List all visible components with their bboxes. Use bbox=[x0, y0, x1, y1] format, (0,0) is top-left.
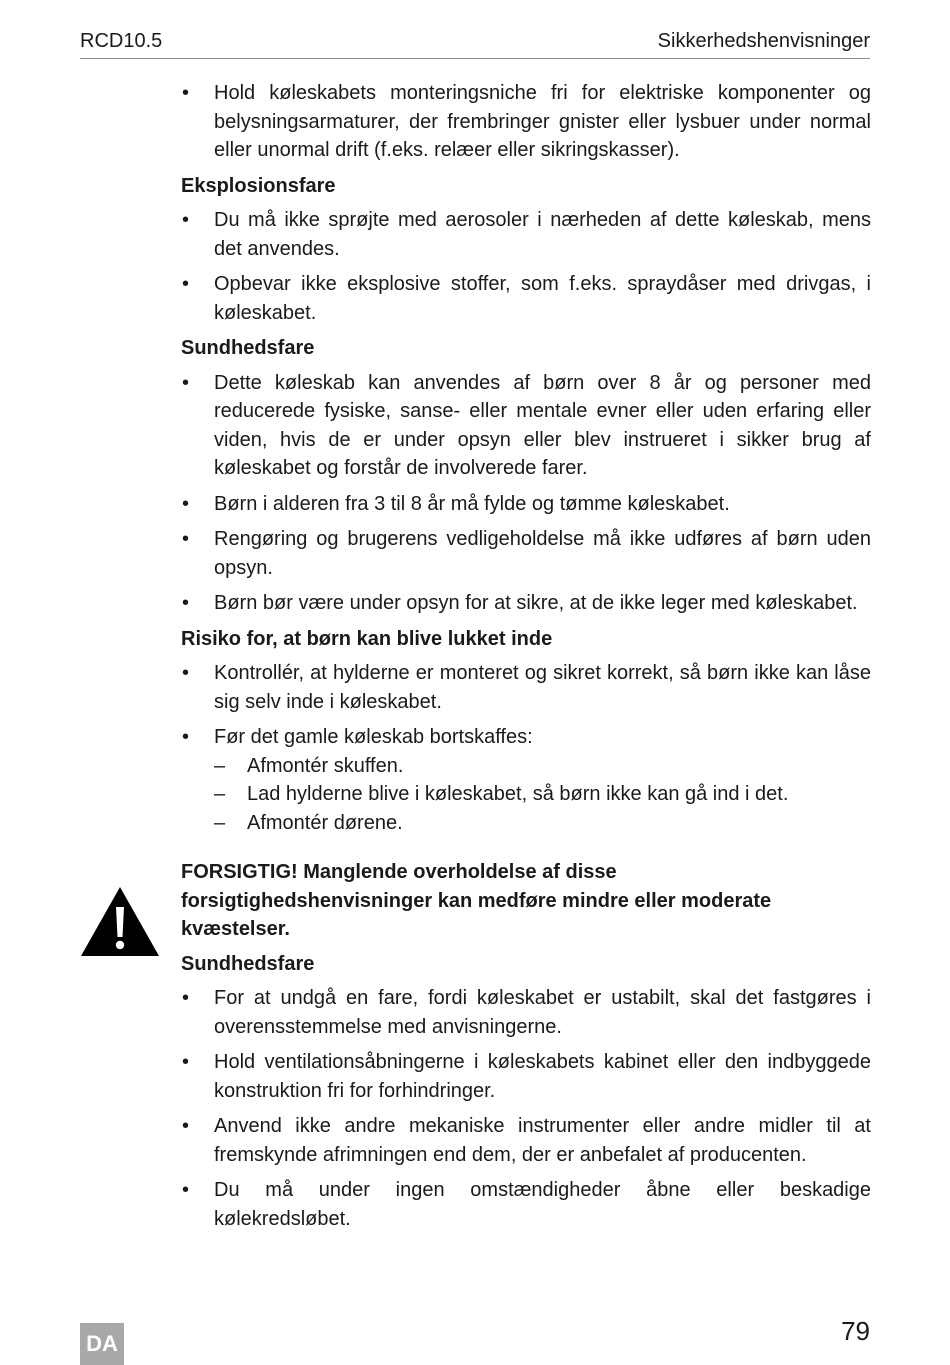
page-number: 79 bbox=[841, 1316, 870, 1346]
header-rule bbox=[80, 58, 870, 59]
section-heading: Eksplosionsfare bbox=[181, 174, 336, 197]
language-badge: DA bbox=[80, 1323, 124, 1365]
sub-list bbox=[181, 752, 871, 838]
list-item: • Du må ikke sprøjte med aerosoler i nærheden af dette køleskab, mens det anvendes. bbox=[181, 206, 871, 263]
list-item: • Før det gamle køleskab bortskaffes: bbox=[181, 723, 871, 752]
section-heading: Sundhedsfare bbox=[181, 952, 315, 975]
list-item: • Hold køleskabets monteringsniche fri for elektriske komponenter og belysningsarmaturer, der frembringer gnister eller lysbuer under normal eller unormal drift (f.eks. relæer eller sikringskasser). bbox=[181, 79, 871, 165]
list-item: • Børn i alderen fra 3 til 8 år må fylde og tømme køleskabet. bbox=[181, 490, 871, 519]
list-item: • Anvend ikke andre mekaniske instrumenter eller andre midler til at fremskynde afrimningen end dem, der er anbefalet af producenten. bbox=[181, 1112, 871, 1169]
header-model: RCD10.5 bbox=[80, 30, 163, 52]
caution-notice: FORSIGTIG! Manglende overholdelse af disse forsigtighedshenvisninger kan medføre mindre eller moderate kvæstelser. bbox=[181, 861, 772, 940]
header-section-title: Sikkerhedshenvisninger bbox=[657, 30, 870, 52]
section-heading: Sundhedsfare bbox=[181, 337, 315, 359]
list-item: • Børn bør være under opsyn for at sikre, at de ikke leger med køleskabet. bbox=[181, 589, 871, 618]
sub-list-item: – Afmontér dørene. bbox=[181, 809, 871, 838]
sub-list-item: – Afmontér skuffen. bbox=[181, 752, 871, 781]
list-item: • Dette køleskab kan anvendes af børn over 8 år og personer med reducerede fysiske, sanse- eller mentale evner eller uden erfaring eller viden, hvis de er under opsyn eller blev instrueret i sikker brug af køleskabet og forstår de involverede farer. bbox=[181, 369, 871, 483]
list-item: • Du må under ingen omstændigheder åbne eller beskadige kølekredsløbet. bbox=[181, 1176, 871, 1233]
warning-triangle-icon bbox=[79, 885, 161, 958]
page-content bbox=[181, 79, 871, 1240]
section-heading: Risiko for, at børn kan blive lukket inde bbox=[181, 627, 553, 650]
list-item: • Kontrollér, at hylderne er monteret og sikret korrekt, så børn ikke kan låse sig selv inde i køleskabet. bbox=[181, 659, 871, 716]
sub-list-item: – Lad hylderne blive i køleskabet, så børn ikke kan gå ind i det. bbox=[181, 780, 871, 809]
list-item: • Opbevar ikke eksplosive stoffer, som f.eks. spraydåser med drivgas, i køleskabet. bbox=[181, 270, 871, 327]
list-item: • For at undgå en fare, fordi køleskabet er ustabilt, skal det fastgøres i overensstemmelse med anvisningerne. bbox=[181, 984, 871, 1041]
list-item: • Hold ventilationsåbningerne i køleskabets kabinet eller den indbyggede konstruktion fri for forhindringer. bbox=[181, 1048, 871, 1105]
list-item: • Rengøring og brugerens vedligeholdelse må ikke udføres af børn uden opsyn. bbox=[181, 525, 871, 582]
